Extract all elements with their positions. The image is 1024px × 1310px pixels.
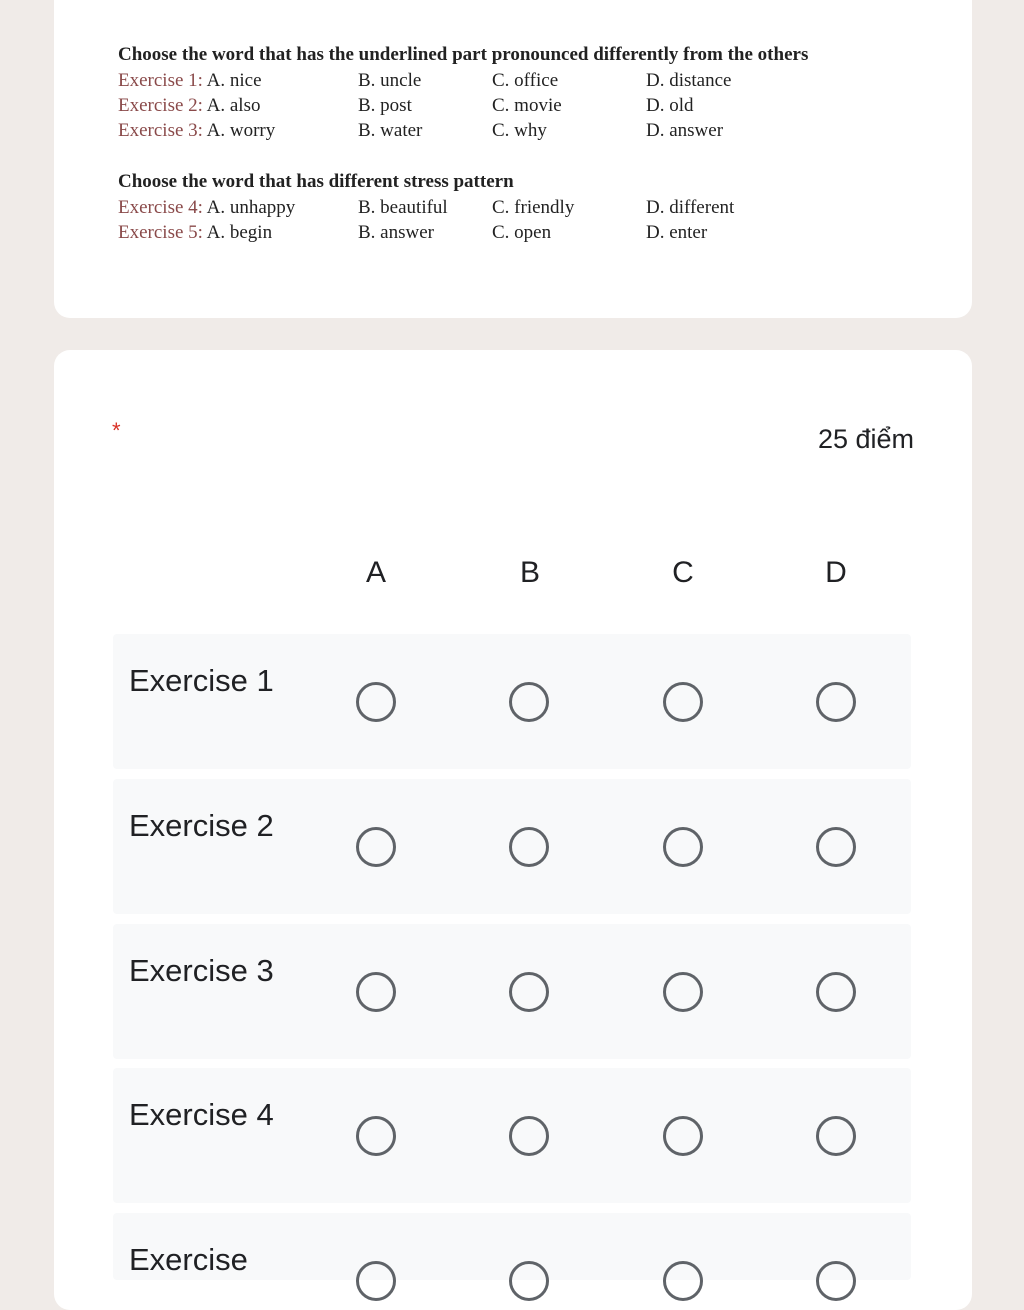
grid-row-exercise-5: [113, 1213, 911, 1280]
row-label: Exercise: [129, 1242, 248, 1277]
radio-exercise-3-a[interactable]: [356, 972, 396, 1012]
option-a: A. unhappy: [206, 197, 296, 218]
radio-exercise-2-d[interactable]: [816, 827, 856, 867]
section2-heading: Choose the word that has different stress pattern: [118, 171, 514, 192]
grid-row-exercise-4: [113, 1068, 911, 1203]
column-header-c: C: [672, 556, 694, 589]
exercise-sheet: [118, 42, 918, 245]
column-header-b: B: [519, 556, 540, 589]
column-header-d: D: [825, 556, 847, 589]
exercise-label: Exercise 2:: [118, 95, 203, 116]
row-label: Exercise 3: [129, 953, 274, 988]
radio-exercise-4-b[interactable]: [509, 1116, 549, 1156]
grid-row-exercise-1: [113, 634, 911, 769]
option-b: B. beautiful: [358, 197, 448, 218]
grid-row-exercise-2: [113, 779, 911, 914]
exercise-label: Exercise 1:: [118, 70, 203, 91]
radio-exercise-3-c[interactable]: [663, 972, 703, 1012]
option-c: C. open: [492, 222, 552, 243]
option-d: D. answer: [646, 120, 724, 141]
points-label: 25 điểm: [817, 424, 914, 454]
radio-exercise-3-b[interactable]: [509, 972, 549, 1012]
exercise-line: [118, 220, 918, 245]
option-b: B. water: [358, 120, 423, 141]
exercise-label: Exercise 3:: [118, 120, 203, 141]
radio-exercise-1-a[interactable]: [356, 682, 396, 722]
grid-row-exercise-3: [113, 924, 911, 1059]
option-a: A. begin: [206, 222, 273, 243]
radio-exercise-5-c[interactable]: [663, 1261, 703, 1301]
exercise-line: [118, 118, 918, 143]
radio-exercise-5-d[interactable]: [816, 1261, 856, 1301]
radio-exercise-5-a[interactable]: [356, 1261, 396, 1301]
option-d: D. old: [646, 95, 694, 116]
exercise-line: [118, 195, 918, 220]
option-c: C. friendly: [492, 197, 575, 218]
exercise-line: [118, 93, 918, 118]
option-b: B. answer: [358, 222, 434, 243]
radio-exercise-1-c[interactable]: [663, 682, 703, 722]
option-a: A. worry: [206, 120, 276, 141]
radio-exercise-4-d[interactable]: [816, 1116, 856, 1156]
exercise-line: [118, 68, 918, 93]
option-c: C. movie: [492, 95, 562, 116]
radio-exercise-2-c[interactable]: [663, 827, 703, 867]
radio-exercise-2-a[interactable]: [356, 827, 396, 867]
radio-exercise-1-b[interactable]: [509, 682, 549, 722]
option-c: C. why: [492, 120, 547, 141]
option-d: D. different: [646, 197, 735, 218]
option-a: A. nice: [206, 70, 262, 91]
option-a: A. also: [206, 95, 261, 116]
radio-exercise-4-a[interactable]: [356, 1116, 396, 1156]
row-label: Exercise 2: [129, 808, 274, 843]
required-marker: *: [112, 418, 121, 443]
column-header-a: A: [365, 556, 386, 589]
radio-exercise-3-d[interactable]: [816, 972, 856, 1012]
exercise-label: Exercise 4:: [118, 197, 203, 218]
radio-exercise-5-b[interactable]: [509, 1261, 549, 1301]
option-c: C. office: [492, 70, 559, 91]
option-d: D. enter: [646, 222, 708, 243]
radio-exercise-2-b[interactable]: [509, 827, 549, 867]
option-b: B. uncle: [358, 70, 422, 91]
radio-exercise-1-d[interactable]: [816, 682, 856, 722]
row-label: Exercise 4: [129, 1097, 274, 1132]
radio-exercise-4-c[interactable]: [663, 1116, 703, 1156]
row-label: Exercise 1: [129, 663, 274, 698]
option-d: D. distance: [646, 70, 732, 91]
exercise-label: Exercise 5:: [118, 222, 203, 243]
section1-heading: Choose the word that has the underlined part pronounced differently from the others: [118, 44, 809, 65]
option-b: B. post: [358, 95, 412, 116]
